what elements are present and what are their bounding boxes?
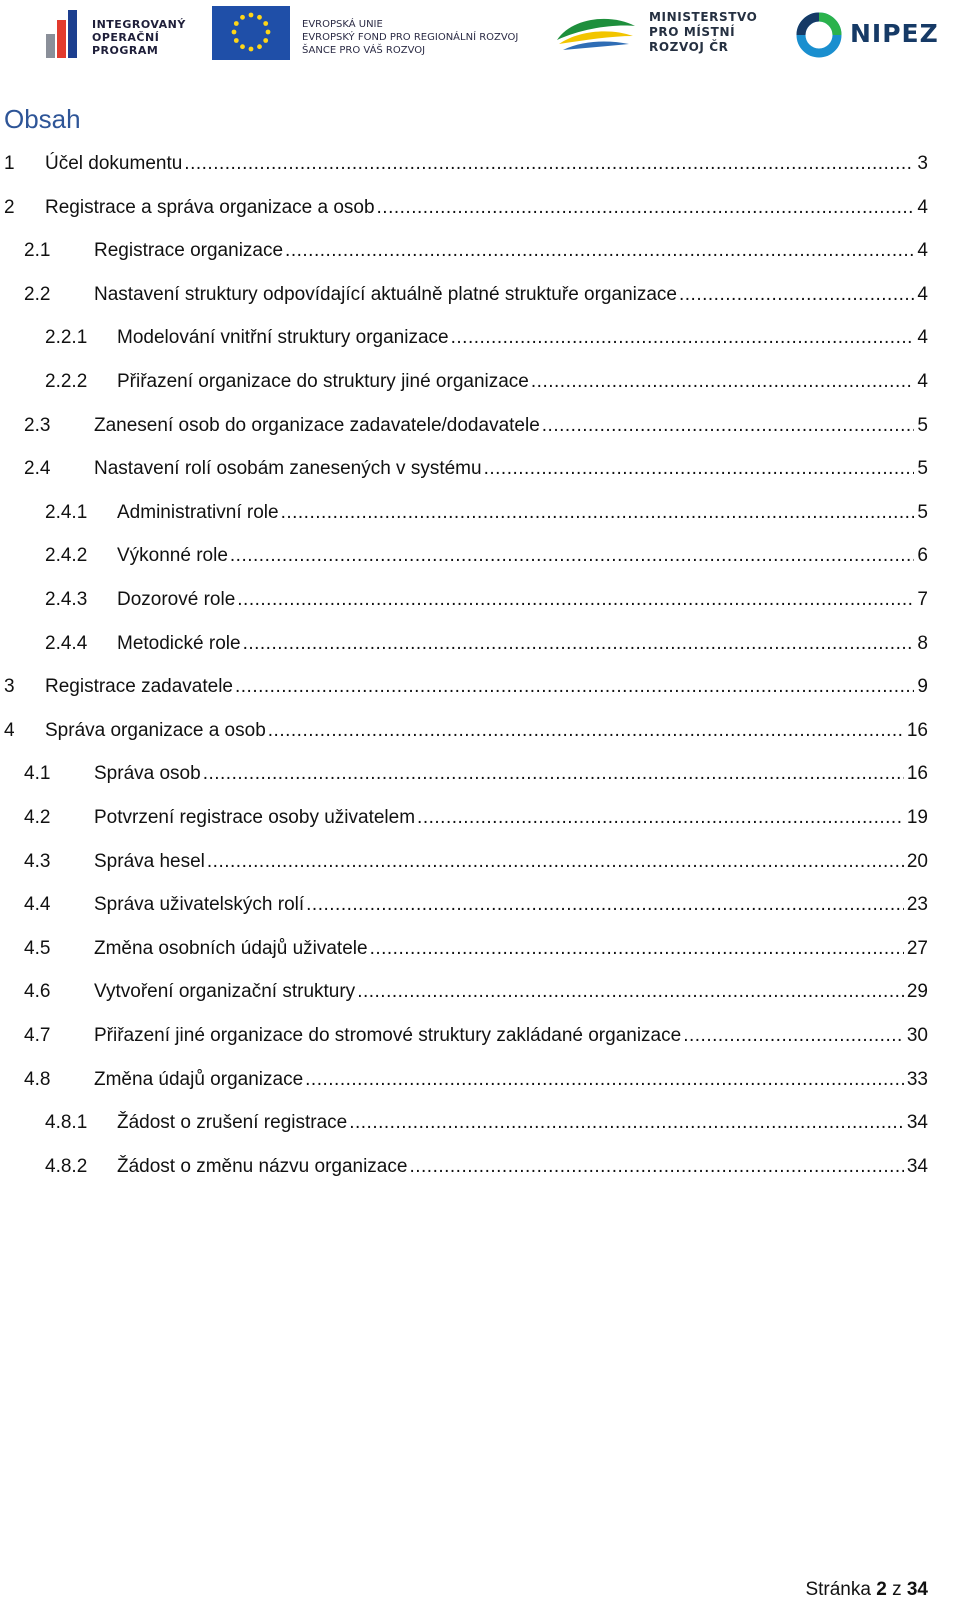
toc-entry-label: Registrace zadavatele xyxy=(45,676,233,698)
toc-entry-page: 16 xyxy=(906,763,928,785)
footer-prefix: Stránka xyxy=(805,1579,871,1600)
toc-dot-leader xyxy=(243,630,915,658)
toc-entry-label: Správa uživatelských rolí xyxy=(94,894,305,916)
toc-entry-page: 23 xyxy=(906,894,928,916)
toc-entry-page: 4 xyxy=(917,327,928,349)
toc-entry-number: 2.2.1 xyxy=(45,327,88,349)
toc-entry[interactable] xyxy=(45,499,928,527)
footer-total-pages: 34 xyxy=(906,1579,928,1600)
toc-entry-page: 29 xyxy=(906,981,928,1003)
toc-entry-number: 1 xyxy=(4,153,15,174)
toc-entry-number: 4.1 xyxy=(24,763,51,785)
toc-entry[interactable] xyxy=(24,455,928,483)
toc-entry-label: Žádost o změnu názvu organizace xyxy=(117,1155,408,1177)
toc-entry[interactable] xyxy=(4,194,928,222)
toc-entry[interactable] xyxy=(24,848,928,876)
toc-dot-leader xyxy=(370,935,904,963)
toc-entry-page: 34 xyxy=(906,1155,928,1177)
toc-entry-number: 4.8 xyxy=(24,1068,51,1090)
toc-entry-page: 5 xyxy=(917,458,928,480)
toc-entry[interactable] xyxy=(45,542,928,570)
toc-entry[interactable] xyxy=(24,804,928,832)
toc-entry-number: 2.4.3 xyxy=(45,589,88,610)
toc-dot-leader xyxy=(184,150,914,178)
toc-entry[interactable] xyxy=(24,412,928,440)
toc-entry-number: 4.8.1 xyxy=(45,1112,88,1134)
toc-entry-number: 4.5 xyxy=(24,937,51,959)
toc-dot-leader xyxy=(542,412,915,440)
toc-entry-label: Registrace organizace xyxy=(94,240,284,262)
toc-entry-number: 2.4 xyxy=(24,458,51,480)
toc-entry[interactable] xyxy=(24,1066,928,1094)
toc-entry-label: Nastavení rolí osobám zanesených v systému xyxy=(94,458,482,480)
toc-entry[interactable] xyxy=(24,237,928,265)
mmr-logo xyxy=(553,10,758,63)
toc-dot-leader xyxy=(207,848,904,876)
toc-entry-page: 20 xyxy=(906,850,928,872)
toc-dot-leader xyxy=(531,368,915,396)
toc-entry-label: Dozorové role xyxy=(117,589,236,610)
toc-entry[interactable] xyxy=(45,1109,928,1137)
toc-dot-leader xyxy=(285,237,914,265)
toc-entry-label: Správa osob xyxy=(94,763,201,785)
footer-current-page: 2 xyxy=(876,1579,887,1600)
nipez-logo xyxy=(794,10,939,65)
toc-entry-label: Správa organizace a osob xyxy=(45,719,266,741)
toc-dot-leader xyxy=(484,455,915,483)
toc-entry-number: 4.2 xyxy=(24,807,51,828)
toc-dot-leader xyxy=(237,586,914,614)
toc-entry-label: Nastavení struktury odpovídající aktuálně platné struktuře organizace xyxy=(94,283,677,305)
toc-entry[interactable] xyxy=(24,935,928,963)
toc-entry-page: 19 xyxy=(906,807,928,828)
mmr-emblem-icon xyxy=(553,10,639,58)
toc-entry-number: 2.1 xyxy=(24,240,51,262)
toc-entry-page: 4 xyxy=(917,283,928,305)
toc-entry[interactable] xyxy=(24,891,928,919)
toc-entry[interactable] xyxy=(45,368,928,396)
toc-dot-leader xyxy=(230,542,915,570)
toc-entry-number: 2.4.1 xyxy=(45,501,88,523)
toc-entry-label: Správa hesel xyxy=(94,850,205,872)
toc-entry-page: 34 xyxy=(906,1112,928,1134)
toc-entry-page: 4 xyxy=(917,196,928,218)
toc-entry[interactable] xyxy=(24,760,928,788)
iop-flag-icon xyxy=(44,6,88,62)
toc-entry-number: 2.2 xyxy=(24,283,51,305)
toc-title: Obsah xyxy=(4,104,81,134)
toc-entry-label: Modelování vnitřní struktury organizace xyxy=(117,327,449,349)
mmr-logo-text: MINISTERSTVO PRO MÍSTNÍ ROZVOJ ČR xyxy=(649,10,758,54)
toc-entry-number: 2.4.4 xyxy=(45,632,88,654)
nipez-ring-icon xyxy=(794,10,844,60)
toc-entry[interactable] xyxy=(24,978,928,1006)
toc-dot-leader xyxy=(377,194,915,222)
footer-separator: z xyxy=(892,1579,902,1600)
toc-entry[interactable] xyxy=(24,1022,928,1050)
toc-entry-page: 5 xyxy=(917,501,928,523)
toc-entry-label: Administrativní role xyxy=(117,501,279,523)
toc-dot-leader xyxy=(349,1109,904,1137)
toc-entry-number: 3 xyxy=(4,676,15,698)
toc-entry-page: 9 xyxy=(917,676,928,698)
toc-entry-number: 2.4.2 xyxy=(45,545,88,567)
toc-entry-label: Potvrzení registrace osoby uživatelem xyxy=(94,807,416,828)
toc-entry-number: 4.7 xyxy=(24,1025,51,1046)
toc-entry-number: 2 xyxy=(4,196,15,218)
toc-entry-page: 30 xyxy=(906,1025,928,1046)
nipez-logo-text: NIPEZ xyxy=(850,19,939,48)
eu-flag-icon xyxy=(212,6,290,60)
eu-logo xyxy=(212,6,519,65)
iop-logo-text: INTEGROVANÝ OPERAČNÍ PROGRAM xyxy=(92,18,186,57)
toc-entry-page: 16 xyxy=(906,719,928,741)
toc-entry-number: 2.2.2 xyxy=(45,371,88,392)
toc-entry-label: Účel dokumentu xyxy=(45,153,183,174)
toc-entry[interactable] xyxy=(4,717,928,745)
toc-entry-number: 4.4 xyxy=(24,894,51,916)
toc-entry-label: Přiřazení jiné organizace do stromové struktury zakládané organizace xyxy=(94,1025,682,1046)
toc-dot-leader xyxy=(281,499,915,527)
toc-entry-page: 27 xyxy=(906,937,928,959)
toc-entry[interactable] xyxy=(45,324,928,352)
toc-entry-label: Změna osobních údajů uživatele xyxy=(94,937,368,959)
toc-entry-label: Výkonné role xyxy=(117,545,228,567)
toc-dot-leader xyxy=(679,281,914,309)
toc-entry-number: 2.3 xyxy=(24,414,51,436)
toc-entry[interactable] xyxy=(45,1153,928,1181)
toc-entry[interactable] xyxy=(45,586,928,614)
toc-entry-label: Vytvoření organizační struktury xyxy=(94,981,356,1003)
toc-entry[interactable] xyxy=(4,150,928,178)
toc-dot-leader xyxy=(417,804,904,832)
toc-entry[interactable] xyxy=(4,673,928,701)
toc-entry[interactable] xyxy=(24,281,928,309)
eu-logo-text: EVROPSKÁ UNIE EVROPSKÝ FOND PRO REGIONÁLNÍ ROZVOJ ŠANCE PRO VÁŠ ROZVOJ xyxy=(302,19,519,56)
toc-entry-page: 6 xyxy=(917,545,928,567)
toc-entry-label: Zanesení osob do organizace zadavatele/dodavatele xyxy=(94,414,540,436)
toc-dot-leader xyxy=(235,673,914,701)
toc-entry-page: 33 xyxy=(906,1068,928,1090)
toc-dot-leader xyxy=(268,717,904,745)
toc-entry-page: 4 xyxy=(917,371,928,392)
toc-entry-number: 4.3 xyxy=(24,850,51,872)
toc-entry-number: 4.8.2 xyxy=(45,1155,88,1177)
toc-entry-label: Metodické role xyxy=(117,632,241,654)
toc-dot-leader xyxy=(357,978,904,1006)
toc-dot-leader xyxy=(451,324,915,352)
toc-entry-page: 8 xyxy=(917,632,928,654)
toc-entry-label: Změna údajů organizace xyxy=(94,1068,304,1090)
toc-entry-label: Přiřazení organizace do struktury jiné organizace xyxy=(117,371,529,392)
toc-entry[interactable] xyxy=(45,630,928,658)
toc-dot-leader xyxy=(306,891,904,919)
toc-dot-leader xyxy=(203,760,904,788)
toc-entry-page: 5 xyxy=(917,414,928,436)
page-footer xyxy=(805,1576,928,1604)
toc-dot-leader xyxy=(305,1066,904,1094)
toc-entry-label: Žádost o zrušení registrace xyxy=(117,1112,348,1134)
toc-entry-page: 3 xyxy=(917,153,928,174)
toc-entry-number: 4.6 xyxy=(24,981,51,1003)
toc-entry-page: 7 xyxy=(917,589,928,610)
toc-entry-page: 4 xyxy=(917,240,928,262)
toc-entry-label: Registrace a správa organizace a osob xyxy=(45,196,375,218)
toc-dot-leader xyxy=(409,1153,903,1181)
toc-entry-number: 4 xyxy=(4,719,15,741)
toc-dot-leader xyxy=(683,1022,904,1050)
logo-header xyxy=(0,0,960,70)
